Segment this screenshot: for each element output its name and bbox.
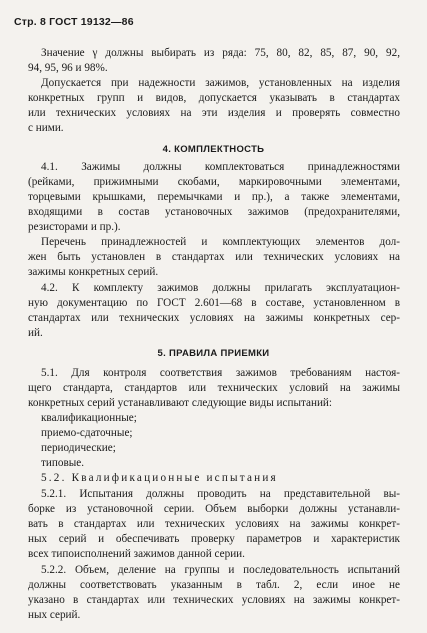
text-line: зажимы конкретных серий. — [28, 266, 159, 278]
text-line: с ними. — [28, 122, 64, 134]
subsection-heading: 5.2. Квалификационные испытания — [41, 472, 278, 484]
text-line: всех типоисполнений зажимов данной серии. — [28, 548, 245, 560]
text-line: 4.1. Зажимы должны комплектоваться принадлежностями — [41, 161, 400, 173]
text-line: 94, 95, 96 и 98%. — [28, 62, 108, 74]
text-line: щего стандарта, стандартов или технических условий на зажимы — [28, 382, 400, 394]
text-line: Допускается при надежности зажимов, установленных на изделия — [41, 77, 400, 89]
text-line: стандартах или технических условиях на зажимы конкретных сер- — [28, 312, 400, 324]
text-line: Перечень принадлежностей и комплектующих элементов дол- — [41, 236, 400, 248]
list-item: приемо-сдаточные; — [41, 427, 133, 439]
text-line: ных серий и обеспечивать проверку параметров и характеристик — [28, 533, 400, 545]
text-line: вать в стандартах или технических условиях на зажимы конкрет- — [28, 518, 400, 530]
section-heading: 5. ПРАВИЛА ПРИЕМКИ — [157, 348, 270, 359]
list-item: периодические; — [41, 442, 116, 454]
text-line: резисторами и пр.). — [28, 221, 121, 233]
text-line: Значение γ должны выбирать из ряда: 75, 80, 82, 85, 87, 90, 92, — [41, 47, 400, 59]
text-line: ную документацию по ГОСТ 2.601—68 в составе, установленном в — [28, 297, 400, 309]
text-line: должны соответствовать указанным в табл. 2, если иное не — [28, 579, 400, 591]
text-line: конкретных групп и видов, допускается указывать в стандартах — [28, 92, 400, 104]
text-line: указано в стандартах или технических условиях на зажимы конкрет- — [28, 594, 400, 606]
text-line: конкретных серий устанавливают следующие виды испытаний: — [28, 397, 333, 409]
text-line: ий. — [28, 327, 43, 339]
text-line: ных серий. — [28, 609, 81, 621]
text-line: 5.1. Для контроля соответствия зажимов требованиям настоя- — [41, 367, 400, 379]
page-header: Стр. 8 ГОСТ 19132—86 — [14, 16, 134, 28]
text-line: борке из установочной серии. Объем выборки должны устанавли- — [28, 503, 400, 515]
text-line: торцевыми крышками, перемычками и пр.), а также элементами, — [28, 191, 400, 203]
text-line: 5.2.1. Испытания должны проводить на представительной вы- — [41, 488, 400, 500]
list-item: квалификационные; — [41, 412, 137, 424]
text-line: или технических условиях на эти изделия и проверять совместно — [28, 107, 400, 119]
text-line: жен быть установлен в стандартах или технических условиях на — [28, 251, 400, 263]
text-line: 5.2.2. Объем, деление на группы и последовательность испытаний — [41, 564, 400, 576]
section-heading: 4. КОМПЛЕКТНОСТЬ — [162, 144, 265, 155]
text-line: входящими в состав установочных зажимов (предохранителями, — [28, 206, 400, 218]
text-line: (рейками, прижимными скобами, маркировочными элементами, — [28, 176, 400, 188]
list-item: типовые. — [41, 457, 85, 469]
text-line: 4.2. К комплекту зажимов должны прилагать эксплуатацион- — [41, 282, 400, 294]
